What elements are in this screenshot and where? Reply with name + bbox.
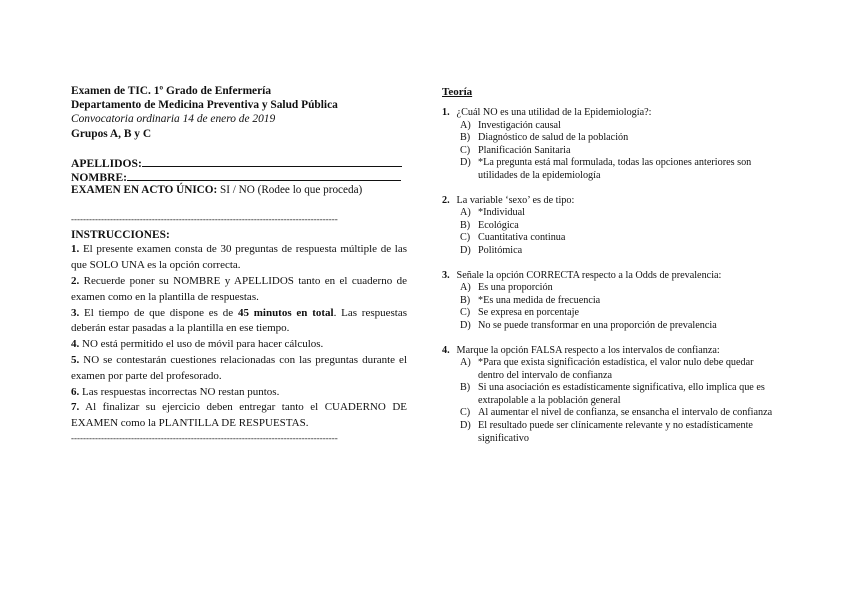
question-4-option-c — [442, 407, 782, 420]
option-text: Diagnóstico de salud de la población — [478, 132, 629, 144]
option-letter: D) — [460, 157, 471, 169]
option-letter: A) — [460, 207, 471, 219]
question-1-num: 1. — [442, 107, 450, 118]
right-column — [442, 85, 782, 457]
question-2-stem — [442, 195, 782, 208]
question-4-option-b — [442, 382, 782, 407]
instruction-4 — [71, 337, 407, 353]
instruction-3-num: 3. — [71, 306, 80, 319]
instruction-6-text: Las respuestas incorrectas NO restan puntos. — [79, 385, 280, 398]
question-3-text: Señale la opción CORRECTA respecto a la Odds de prevalencia: — [456, 269, 722, 281]
option-text: Planificación Sanitaria — [478, 144, 571, 156]
option-text: Al aumentar el nivel de confianza, se ensancha el intervalo de confianza — [478, 407, 773, 419]
instruction-6-num: 6. — [71, 385, 80, 398]
department-title: Departamento de Medicina Preventiva y Salud Pública — [71, 99, 338, 112]
exam-session: Convocatoria ordinaria 14 de enero de 2019 — [71, 113, 276, 126]
instruction-1-text: El presente examen consta de 30 preguntas de respuesta múltiple de las que SOLO UNA es la opción correcta. — [71, 243, 407, 272]
option-text: *Para que exista significación estadística, el valor nulo debe quedar dentro del intervalo de confianza — [478, 357, 754, 381]
instruction-7-num: 7. — [71, 401, 80, 414]
question-2-option-a — [442, 207, 782, 220]
question-4-option-d — [442, 420, 782, 445]
theory-title: Teoría — [442, 86, 473, 98]
question-4-num: 4. — [442, 344, 450, 356]
instruction-7 — [71, 400, 407, 432]
option-letter: B) — [460, 294, 471, 306]
instruction-5-text: NO se contestarán cuestiones relacionadas con las preguntas durante el examen por parte del profesorado. — [71, 354, 407, 382]
question-3-option-d — [442, 320, 782, 333]
instruction-2-num: 2. — [71, 275, 80, 288]
option-letter: A) — [460, 282, 471, 294]
option-text: Es una proporción — [478, 282, 553, 294]
nombre-blank[interactable] — [127, 170, 401, 181]
option-letter: D) — [460, 244, 471, 256]
option-text: Investigación causal — [478, 119, 561, 131]
option-text: Ecológica — [478, 219, 519, 231]
nombre-field — [71, 170, 407, 184]
question-1-option-b — [442, 132, 782, 145]
option-text: Si una asociación es estadísticamente significativa, ello implica que es extrapolable a la población general — [478, 382, 765, 406]
instruction-6 — [71, 385, 407, 401]
question-3-option-c — [442, 307, 782, 320]
question-1-option-a — [442, 120, 782, 133]
apellidos-blank[interactable] — [142, 156, 402, 167]
question-2-option-b — [442, 220, 782, 233]
instruction-3-text-b: . Las respuestas deberán estar pasadas a la plantilla en ese tiempo. — [71, 306, 408, 335]
question-2-option-c — [442, 232, 782, 245]
question-3-stem — [442, 270, 782, 283]
option-letter: D) — [460, 319, 471, 331]
option-letter: C) — [460, 407, 471, 419]
option-text: *Individual — [478, 207, 525, 219]
option-letter: C) — [460, 307, 471, 319]
question-2-option-d — [442, 245, 782, 258]
question-4-option-a — [442, 357, 782, 382]
option-letter: D) — [460, 420, 471, 432]
option-text: Se expresa en porcentaje — [478, 307, 579, 319]
instruction-2-text: Recuerde poner su NOMBRE y APELLIDOS tanto en el cuaderno de examen como en la plantilla de respuestas. — [71, 275, 407, 303]
examen-acto-unico — [71, 184, 407, 197]
question-2 — [442, 195, 782, 258]
question-3-option-b — [442, 295, 782, 308]
option-text: No se puede transformar en una proporción de prevalencia — [478, 319, 717, 331]
option-letter: A) — [460, 357, 471, 369]
separator-top: ----------------------------------------------------------------------------------------- — [71, 214, 338, 225]
instructions-title: INSTRUCCIONES: — [71, 229, 170, 242]
instruction-3-text-a: El tiempo de que dispone es de — [79, 306, 238, 319]
groups: Grupos A, B y C — [71, 127, 152, 140]
question-2-num: 2. — [442, 194, 450, 206]
question-3-num: 3. — [442, 269, 450, 281]
question-3-option-a — [442, 282, 782, 295]
nombre-label: NOMBRE: — [71, 171, 128, 185]
question-4-text: Marque la opción FALSA respecto a los intervalos de confianza: — [456, 344, 720, 356]
question-2-text: La variable ‘sexo’ es de tipo: — [456, 194, 575, 206]
left-column — [71, 84, 407, 444]
option-text: El resultado puede ser clínicamente relevante y no estadísticamente significativo — [478, 420, 753, 444]
examen-label: EXAMEN EN ACTO ÚNICO: — [71, 184, 218, 197]
instruction-2 — [71, 274, 407, 306]
question-1-text: ¿Cuál NO es una utilidad de la Epidemiología?: — [456, 107, 652, 118]
question-1-option-c — [442, 145, 782, 158]
question-4 — [442, 345, 782, 446]
option-letter: C) — [460, 232, 471, 244]
option-text: Politómica — [478, 244, 523, 256]
instruction-1-num: 1. — [71, 243, 80, 256]
option-letter: B) — [460, 219, 471, 231]
course-title: Examen de TIC. 1º Grado de Enfermería — [71, 85, 272, 97]
option-letter: B) — [460, 132, 471, 144]
instruction-3-time: 45 minutos en total — [237, 306, 334, 319]
instruction-5 — [71, 353, 407, 385]
option-letter: C) — [460, 144, 471, 156]
option-letter: A) — [460, 119, 471, 131]
question-1 — [442, 107, 782, 183]
question-1-option-d — [442, 157, 782, 182]
instruction-5-num: 5. — [71, 354, 80, 366]
separator-bottom: ----------------------------------------------------------------------------------------- — [71, 432, 338, 443]
instruction-4-text: NO está permitido el uso de móvil para hacer cálculos. — [79, 338, 324, 351]
option-text: *Es una medida de frecuencia — [478, 294, 601, 306]
instruction-1 — [71, 242, 407, 274]
examen-choice: SI / NO (Rodee lo que proceda) — [217, 184, 363, 197]
question-3 — [442, 270, 782, 333]
option-letter: B) — [460, 382, 471, 394]
option-text: *La pregunta está mal formulada, todas las opciones anteriores son utilidades de la epidemiología — [478, 157, 752, 181]
instruction-7-text: Al finalizar su ejercicio deben entregar tanto el CUADERNO DE EXAMEN como la PLANTILLA DE RESPUESTAS. — [71, 401, 407, 430]
instruction-3 — [71, 306, 407, 338]
option-text: Cuantitativa continua — [478, 232, 566, 244]
instruction-4-num: 4. — [71, 338, 80, 351]
apellidos-field — [71, 156, 407, 170]
question-1-stem — [442, 107, 782, 120]
question-4-stem — [442, 345, 782, 358]
apellidos-label: APELLIDOS: — [71, 156, 142, 170]
